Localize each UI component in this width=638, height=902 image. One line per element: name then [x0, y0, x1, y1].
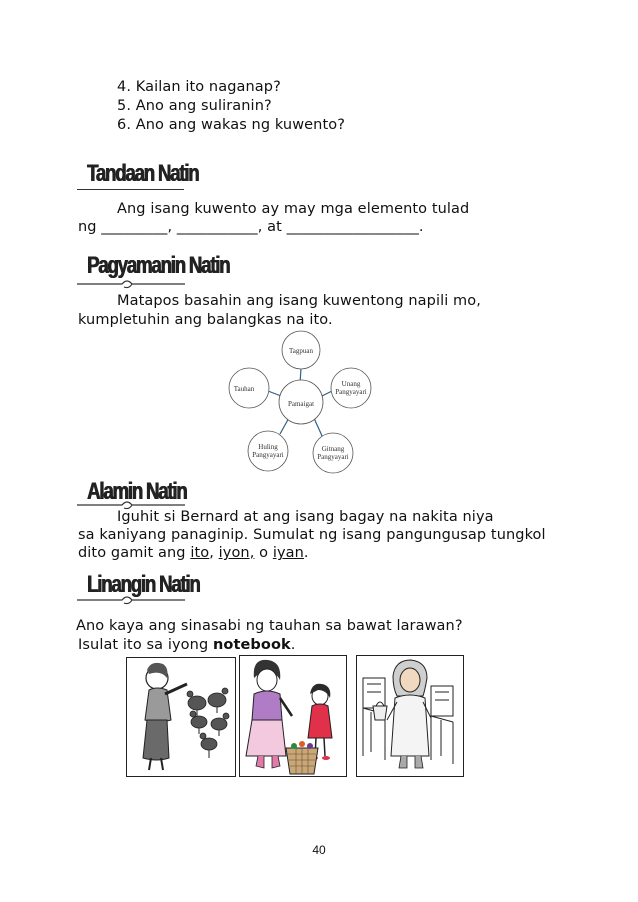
page-number: 40 [312, 843, 326, 857]
pagyamanin-underline [77, 276, 187, 290]
sep-2: o [254, 545, 273, 561]
huling-label-1: Huling [258, 443, 278, 451]
linangin-line-1: Ano kaya ang sinasabi ng tauhan sa bawat larawan? [76, 618, 463, 634]
story-elements-diagram [220, 330, 380, 470]
tauhan-label: Tauhan [233, 385, 255, 393]
pagyamanin-line-2: kumpletuhin ang balangkas na ito. [78, 312, 333, 328]
tandaan-underline [77, 189, 184, 190]
notebook-word: notebook [212, 637, 291, 653]
unang-label-1: Unang [341, 380, 361, 388]
word-iyon: iyon, [218, 545, 255, 561]
pagyamanin-line-1: Matapos basahin ang isang kuwentong napili mo, [117, 293, 481, 309]
linangin-heading: Linangin Natin [87, 571, 200, 598]
sep-1: , [209, 545, 219, 561]
question-5: 5. Ano ang suliranin? [117, 98, 272, 114]
huling-label-2: Pangyayari [252, 451, 284, 459]
word-ito: ito [190, 545, 210, 561]
unang-label-2: Pangyayari [335, 388, 367, 396]
linangin-line-2-text: Isulat ito sa iyong [78, 637, 213, 653]
pagyamanin-heading: Pagyamanin Natin [87, 252, 230, 279]
picture-girl-and-chickens [126, 657, 236, 777]
tandaan-heading: Tandaan Natin [87, 160, 199, 187]
alamin-line-3-text: dito gamit ang [78, 545, 191, 561]
gitnang-label-2: Pangyayari [317, 453, 349, 461]
alamin-line-2: sa kaniyang panaginip. Sumulat ng isang pangungusap tungkol [78, 527, 546, 543]
linangin-line-2 [78, 637, 295, 653]
alamin-line-3 [78, 545, 309, 561]
tagpuan-label: Tagpuan [288, 347, 314, 355]
linangin-line-2-end: . [290, 637, 296, 653]
word-iyan: iyan [272, 545, 304, 561]
question-6: 6. Ano ang wakas ng kuwento? [117, 117, 346, 133]
alamin-line-1: Iguhit si Bernard at ang isang bagay na nakita niya [117, 509, 494, 525]
center-label: Pamaigat [287, 400, 315, 408]
linangin-underline [77, 592, 187, 606]
picture-woman-girl-basket [239, 655, 347, 777]
tandaan-line-2: ng _________, ___________, at __________________. [78, 219, 424, 235]
tandaan-line-1: Ang isang kuwento ay may mga elemento tulad [117, 201, 470, 217]
end-period: . [303, 545, 309, 561]
alamin-heading: Alamin Natin [87, 478, 187, 505]
picture-woman-chairs [356, 655, 464, 777]
gitnang-label-1: Gitnang [321, 445, 345, 453]
question-4: 4. Kailan ito naganap? [117, 79, 281, 95]
